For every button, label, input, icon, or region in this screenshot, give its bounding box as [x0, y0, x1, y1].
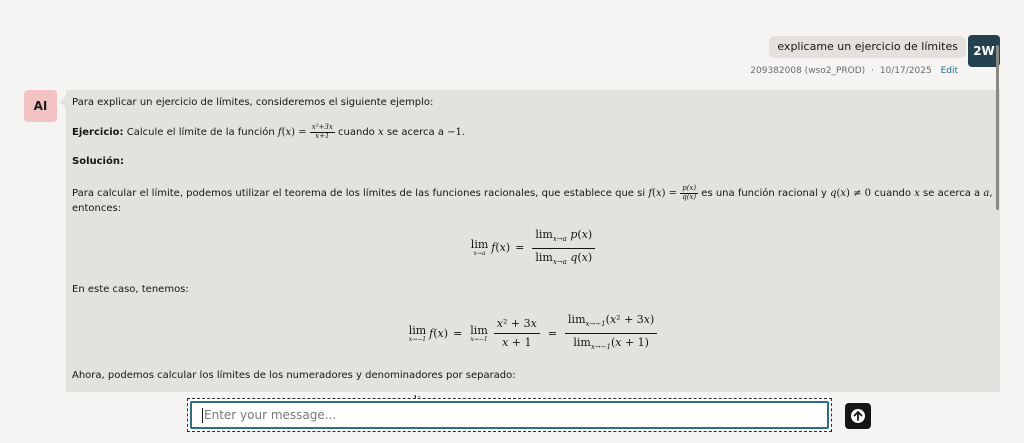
user-message-id: 209382008 (wso2_PROD): [750, 66, 866, 76]
solution-label: Solución:: [72, 156, 124, 168]
ai-message-bubble: [66, 90, 1000, 392]
equation-limit-case: lim x→−1 f ( x ) = lim x→−1 $\frac{\text{x² + 3x}}{x + 1}$ = $\frac{\lim_{x\to-1}(x^2 + 3x)}{\lim_{x\to-1}(x + 1)}$: [72, 313, 994, 354]
message-input[interactable]: [190, 401, 829, 429]
math-fraction: $\frac{p(x)}{q(x)}$: [682, 184, 697, 202]
exercise-paragraph: Ejercicio: Calcule el límite de la función f(x) = $\frac{\text{x²+3x}}{x+1}$ cuando x se acerca a −1.: [72, 123, 466, 140]
exercise-value: −1.: [447, 127, 466, 139]
math-fraction: $\frac{\text{x²+3x}}{x+1}$: [311, 123, 333, 140]
edit-link[interactable]: Edit: [940, 66, 958, 76]
text-caret: [202, 408, 203, 423]
solution-heading: [72, 155, 994, 169]
meta-separator: ·: [871, 66, 874, 76]
exercise-label: Ejercicio:: [72, 127, 124, 139]
theorem-text-d: se acerca a: [923, 188, 981, 200]
exercise-tail2: se acerca a: [386, 127, 444, 139]
ai-avatar: AI: [24, 90, 57, 122]
exercise-text: Calcule el límite de la función: [126, 127, 275, 139]
message-input-placeholder: Enter your message...: [204, 408, 337, 422]
message-input-wrapper: [187, 398, 832, 432]
theorem-text-b: es una función racional y: [701, 188, 827, 200]
user-message-text: explicame un ejercicio de límites: [777, 40, 958, 53]
chat-scrollbar[interactable]: [996, 45, 999, 210]
equation-limit-theorem: lim x→a f ( x ) = $\frac{\lim_{x\to a} p(x)}{\lim_{x\to a} q(x)}$: [72, 228, 994, 269]
user-message-meta: [750, 66, 958, 76]
math-fx: f: [277, 127, 282, 139]
ai-intro-text: Para explicar un ejercicio de límites, consideremos el siguiente ejemplo:: [72, 97, 434, 108]
user-avatar: 2W: [968, 35, 1000, 67]
theorem-text-c: cuando: [874, 188, 912, 200]
arrow-up-icon: [850, 408, 866, 424]
user-message-bubble: [769, 36, 966, 58]
exercise-tail: cuando: [338, 127, 375, 139]
user-message-date: 10/17/2025: [879, 66, 932, 76]
theorem-paragraph: Para calcular el límite, podemos utilizar el teorema de los límites de las funciones racionales, que establece que si f(x) = $\frac{p(x)}{q(x)}$ es una función racional y q(x) ≠ 0 cuando x se acerca a a, entonces:: [72, 184, 993, 214]
case-text: En este caso, tenemos:: [72, 284, 189, 296]
send-button[interactable]: [845, 403, 871, 429]
theorem-text-e: entonces:: [72, 202, 122, 214]
separate-limits-text: Ahora, podemos calcular los límites de los numeradores y denominadores por separado:: [72, 369, 516, 381]
theorem-text-a: Para calcular el límite, podemos utilizar el teorema de los límites de las funciones racionales, que establece que si: [72, 188, 646, 200]
